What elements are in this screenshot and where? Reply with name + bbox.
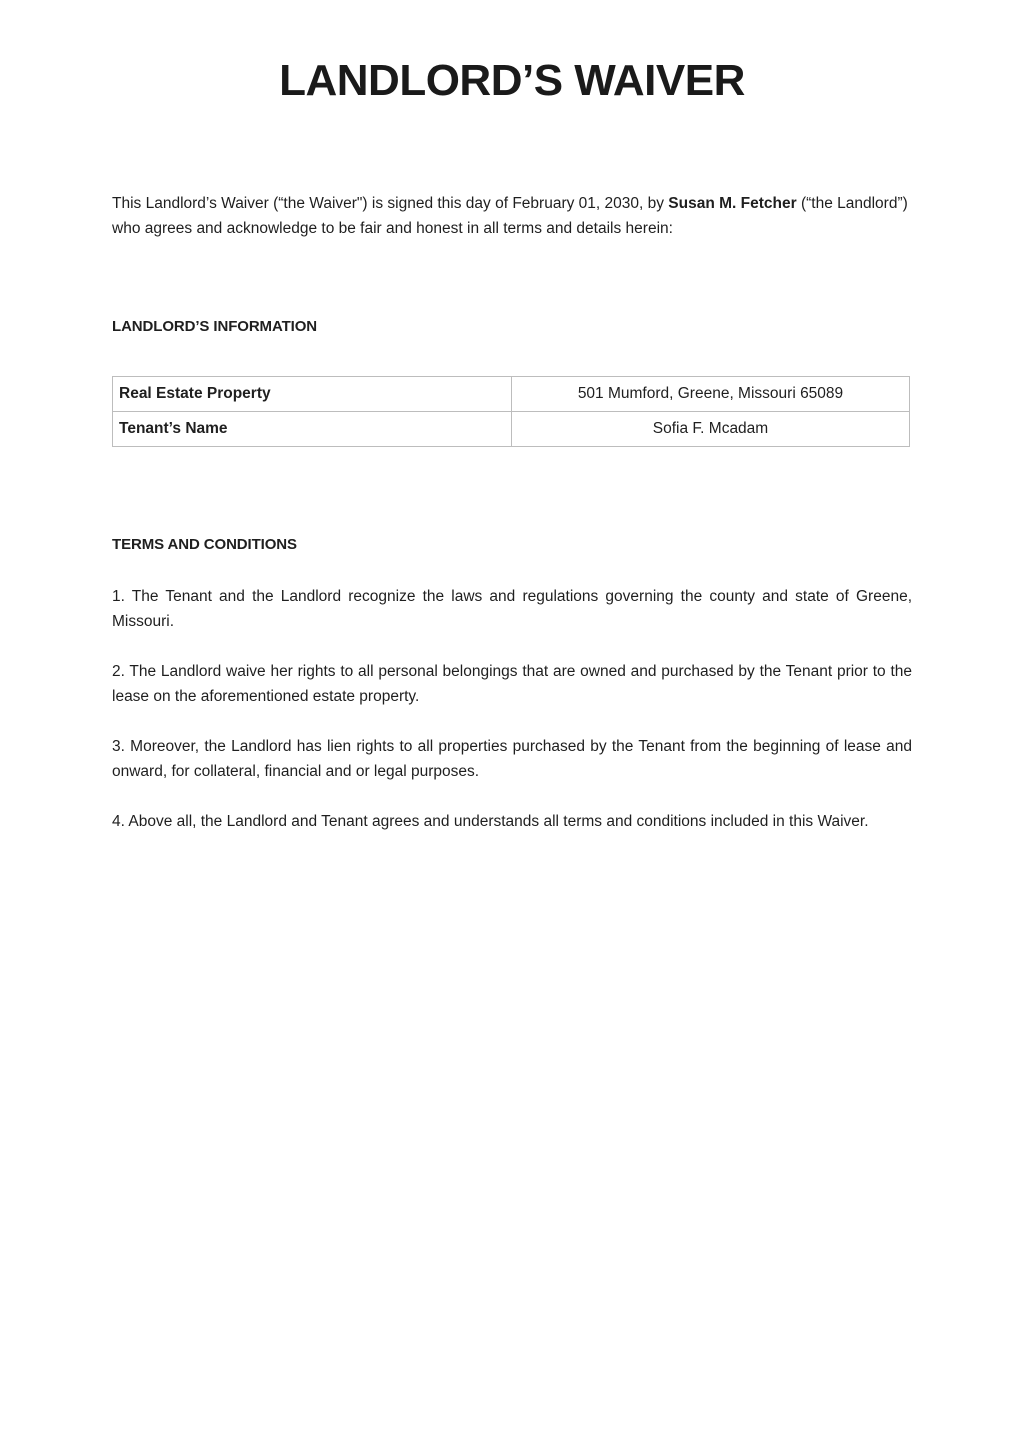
term-item-2: 2. The Landlord waive her rights to all personal belongings that are owned and purchased by the Tenant prior to the lease on the aforementioned estate property. [112,663,912,705]
document-title: LANDLORD’S WAIVER [279,56,745,105]
term-item-4: 4. Above all, the Landlord and Tenant agrees and understands all terms and conditions included in this Waiver. [112,813,869,830]
table-row [113,412,910,447]
landlord-info-table [112,376,910,447]
tenant-name-label: Tenant’s Name [113,412,512,447]
intro-text-after: (“the Landlord”) who agrees and acknowledge to be fair and honest in all terms and details herein: [112,195,908,237]
real-estate-property-value: 501 Mumford, Greene, Missouri 65089 [512,377,910,412]
terms-heading: TERMS AND CONDITIONS [112,536,297,553]
landlord-info-heading: LANDLORD’S INFORMATION [112,318,318,335]
landlord-name: Susan M. Fetcher [668,195,797,212]
real-estate-property-label: Real Estate Property [113,377,512,412]
intro-paragraph [112,191,912,241]
term-item-1: 1. The Tenant and the Landlord recognize the laws and regulations governing the county and state of Greene, Missouri. [112,588,912,630]
term-item-3: 3. Moreover, the Landlord has lien rights to all properties purchased by the Tenant from the beginning of lease and onward, for collateral, financial and or legal purposes. [112,738,912,780]
intro-text-before: This Landlord’s Waiver (“the Waiver") is signed this day of February 01, 2030, by [112,195,669,212]
table-row [113,377,910,412]
tenant-name-value: Sofia F. Mcadam [512,412,910,447]
